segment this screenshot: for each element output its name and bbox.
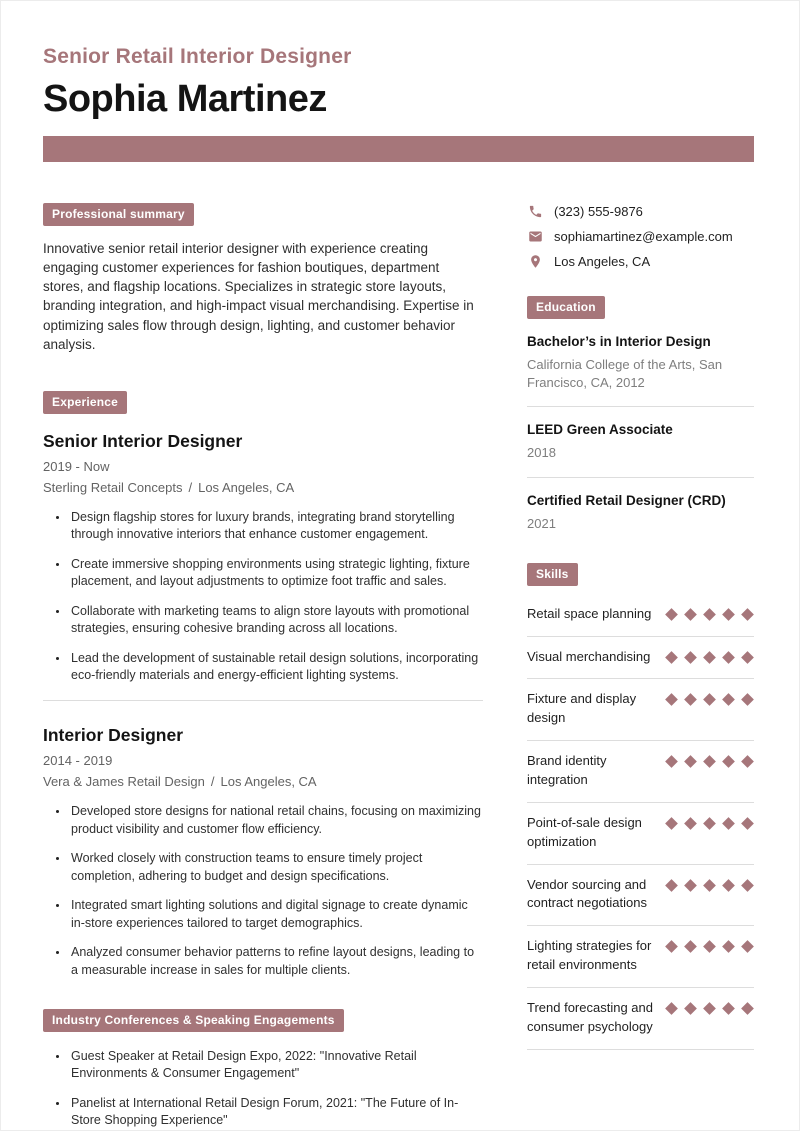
job-entry [43,431,483,685]
bullet-item: • Collaborate with marketing teams to align store layouts with promotional strategies, ensuring cohesive branding across all locations. [69,603,483,638]
education-item [527,334,754,407]
skills-list [527,594,754,1050]
diamond-icon [665,651,678,664]
skill-rating [665,999,754,1015]
section-skills [527,563,754,1050]
skill-rating [665,937,754,953]
education-item [527,493,754,533]
header [43,45,754,162]
diamond-icon [703,755,716,768]
bullet-item: • Analyzed consumer behavior patterns to refine layout designs, leading to a measurable increase in sales for multiple clients. [69,944,483,979]
skill-row [527,926,754,988]
diamond-icon [722,755,735,768]
diamond-icon [722,651,735,664]
diamond-icon [703,608,716,621]
job-company: Vera & James Retail Design [43,774,205,790]
diamond-icon [665,817,678,830]
diamond-icon [722,608,735,621]
role-title: Senior Retail Interior Designer [43,45,352,68]
contact-email-row [527,228,754,244]
skills-badge: Skills [527,563,578,586]
skill-name: Trend forecasting and consumer psychology [527,999,653,1034]
diamond-icon [665,879,678,892]
accent-bar [43,136,754,162]
job-company-location [43,774,483,789]
bullet-item: • Design flagship stores for luxury brands, integrating brand storytelling through innovative interiors that enhance customer engagement. [69,509,483,544]
email-icon [527,228,543,244]
bullet-item: • Panelist at International Retail Design Forum, 2021: "The Future of In-Store Shopping Experience" [69,1095,483,1130]
diamond-icon [741,651,754,664]
diamond-icon [741,608,754,621]
skill-rating [665,690,754,706]
diamond-icon [741,940,754,953]
diamond-icon [684,755,697,768]
education-list [527,334,754,533]
skill-rating [665,648,754,664]
job-title: Interior Designer [43,725,184,746]
education-title: Bachelor’s in Interior Design [527,334,711,349]
education-title: LEED Green Associate [527,422,673,438]
contact-location: Los Angeles, CA [554,253,651,269]
diamond-icon [684,879,697,892]
diamond-icon [665,755,678,768]
diamond-icon [722,1002,735,1015]
diamond-icon [703,879,716,892]
diamond-icon [665,1002,678,1015]
conferences-badge: Industry Conferences & Speaking Engagements [43,1009,344,1032]
diamond-icon [684,1002,697,1015]
diamond-icon [741,879,754,892]
diamond-icon [741,1002,754,1015]
contact-phone-row [527,203,754,219]
contact-phone: (323) 555-9876 [554,203,643,219]
section-education [527,296,754,533]
diamond-icon [703,1002,716,1015]
skill-rating [665,876,754,892]
summary-badge: Professional summary [43,203,194,226]
diamond-icon [741,755,754,768]
diamond-icon [741,817,754,830]
diamond-icon [722,817,735,830]
conference-bullet-list [43,1048,483,1130]
experience-badge: Experience [43,391,127,414]
bullet-item: • Worked closely with construction teams to ensure timely project completion, adhering to budget and design specifications. [69,850,483,885]
skill-row [527,741,754,803]
person-name: Sophia Martinez [43,78,327,120]
phone-icon [527,203,543,219]
skill-row [527,679,754,741]
right-column [527,203,754,1131]
section-experience [43,391,483,979]
contact-block [527,203,754,269]
job-dates: 2014 - 2019 [43,753,113,769]
summary-text: Innovative senior retail interior designer with experience creating engaging customer experiences for fashion boutiques, department stores, and flagship locations. Specializes in strategic store layouts, branding integration, and high-impact visual merchandising. Expertise in optimizing sales flow through design, lighting, and customer behavior analysis. [43,241,474,352]
section-conferences [43,1009,483,1130]
education-badge: Education [527,296,605,319]
diamond-icon [665,940,678,953]
skill-rating [665,605,754,621]
bullet-item: • Lead the development of sustainable retail design solutions, incorporating eco-friendly materials and energy-efficient lighting systems. [69,650,483,685]
diamond-icon [703,694,716,707]
job-location: Los Angeles, CA [220,774,317,790]
diamond-icon [722,694,735,707]
job-company: Sterling Retail Concepts [43,479,183,495]
skill-name: Point-of-sale design optimization [527,814,642,849]
company-location-separator: / [210,774,215,790]
diamond-icon [741,694,754,707]
skill-rating [665,752,754,768]
skill-row [527,865,754,927]
bullet-item: • Developed store designs for national retail chains, focusing on maximizing product visibility and customer flow efficiency. [69,803,483,838]
bullet-item: • Guest Speaker at Retail Design Expo, 2022: "Innovative Retail Environments & Consumer Engagement" [69,1048,483,1083]
diamond-icon [684,817,697,830]
skill-name: Visual merchandising [527,648,651,664]
job-entry [43,725,483,979]
job-location: Los Angeles, CA [198,479,295,495]
job-dates: 2019 - Now [43,458,110,474]
diamond-icon [684,940,697,953]
bullet-item: • Create immersive shopping environments using strategic lighting, fixture placement, and layout adjustments to optimize foot traffic and sales. [69,556,483,591]
education-subtitle: 2021 [527,515,556,531]
skill-row [527,803,754,865]
job-title: Senior Interior Designer [43,430,243,451]
diamond-icon [703,651,716,664]
education-item [527,422,754,477]
skill-row [527,988,754,1050]
diamond-icon [703,940,716,953]
diamond-icon [722,879,735,892]
skill-name: Brand identity integration [527,753,607,787]
company-location-separator: / [188,479,193,495]
job-bullet-list [43,803,483,979]
skill-name: Fixture and display design [527,691,637,726]
skill-name: Lighting strategies for retail environments [527,938,652,973]
job-divider [43,700,483,701]
diamond-icon [665,694,678,707]
skill-name: Retail space planning [527,605,652,621]
bullet-item: • Integrated smart lighting solutions and digital signage to create dynamic in-store experiences tailored to target demographics. [69,897,483,932]
diamond-icon [722,940,735,953]
diamond-icon [703,817,716,830]
diamond-icon [665,608,678,621]
location-pin-icon [527,253,543,269]
skill-name: Vendor sourcing and contract negotiations [527,876,647,911]
education-subtitle: 2018 [527,445,556,461]
diamond-icon [684,608,697,621]
job-bullet-list [43,509,483,685]
skill-row [527,637,754,680]
contact-location-row [527,253,754,269]
education-title: Certified Retail Designer (CRD) [527,492,726,508]
left-column [43,203,483,1131]
skill-row [527,594,754,637]
diamond-icon [684,694,697,707]
job-company-location [43,480,483,495]
education-subtitle: California College of the Arts, San Francisco, CA, 2012 [527,357,723,391]
content-columns [43,203,754,1131]
contact-email: sophiamartinez@example.com [554,228,733,244]
section-professional-summary [43,203,483,354]
skill-rating [665,814,754,830]
diamond-icon [684,651,697,664]
